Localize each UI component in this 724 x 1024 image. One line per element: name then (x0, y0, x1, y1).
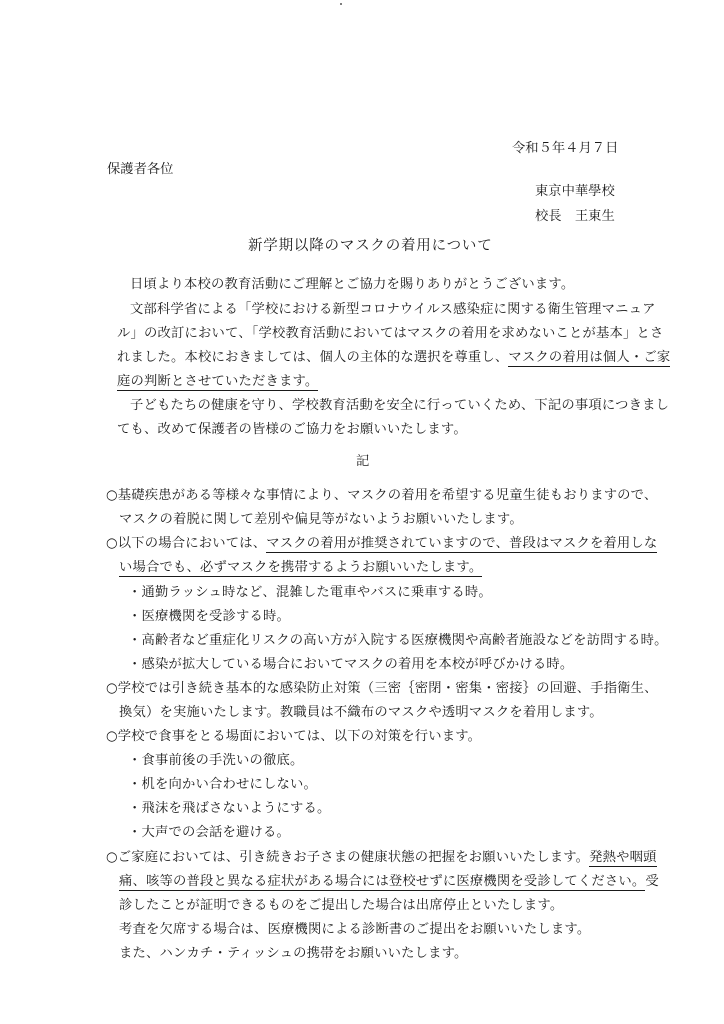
item-5-line-4: 考査を欠席する場合は、医療機関による診断書のご提出をお願いいたします。 (119, 922, 591, 937)
item-text: ○ご家庭においては、引き続きお子さまの健康状態の把握をお願いいたします。 (106, 850, 590, 865)
item-2-sub-4: ・感染が拡大している場合においてマスクの着用を本校が呼びかける時。 (128, 657, 574, 672)
intro-text: れました。本校におきましては、個人の主体的な選択を尊重し、 (117, 350, 509, 365)
intro-paragraph-2-line-2: ル」の改訂において、「学校教育活動においてはマスクの着用を求めないことが基本」とさ (117, 326, 664, 341)
intro-paragraph-2-line-3 (117, 346, 670, 365)
underlined-text: い場合でも、必ずマスクを携帯するようお願いいたします。 (119, 560, 483, 575)
school-name: 東京中華學校 (535, 184, 615, 199)
item-4-sub-2: ・机を向かい合わせにしない。 (128, 777, 317, 792)
item-2-sub-1: ・通勤ラッシュ時など、混雑した電車やバスに乗車する時。 (128, 585, 492, 600)
recipient: 保護者各位 (107, 162, 174, 177)
item-2-line-1 (106, 532, 657, 551)
intro-paragraph-2-line-4 (117, 370, 318, 389)
item-3-line-1: ○学校では引き続き基本的な感染防止対策（三密｛密閉・密集・密接｝の回避、手指衛生、 (106, 681, 658, 696)
item-2-line-2 (119, 556, 482, 575)
item-1-line-1: ○基礎疾患がある等様々な事情により、マスクの着用を希望する児童生徒もおりますので、 (106, 488, 658, 503)
intro-paragraph-3-line-2: ても、改めて保護者の皆様のご協力をお願いいたします。 (117, 422, 467, 437)
item-2-sub-3: ・高齢者など重症化リスクの高い方が入院する医療機関や高齢者施設などを訪問する時。 (128, 633, 668, 648)
page-title: 新学期以降のマスクの着用について (248, 238, 493, 254)
item-text: ○以下の場合においては、 (106, 536, 267, 551)
date: 令和５年４月７日 (512, 141, 619, 156)
intro-paragraph-2-line-1: 文部科学省による「学校における新型コロナウイルス感染症に関する衛生管理マニュア (130, 302, 656, 317)
underlined-text: マスクの着用は個人・ご家 (508, 350, 671, 365)
item-4-sub-3: ・飛沫を飛ばさないようにする。 (128, 801, 331, 816)
item-4-sub-1: ・食事前後の手洗いの徹底。 (128, 753, 304, 768)
ki-heading: 記 (356, 454, 370, 469)
item-4-sub-4: ・大声での会話を避ける。 (128, 825, 290, 840)
item-5-line-1 (106, 846, 657, 865)
underlined-text: マスクの着用が推奨されていますので、普段はマスクを着用しな (266, 536, 658, 551)
underlined-text: 庭の判断とさせていただきます。 (117, 374, 319, 389)
item-5-line-3: 診したことが証明できるものをご提出した場合は出席停止といたします。 (119, 898, 564, 913)
item-1-line-2: マスクの着脱に関して差別や偏見等がないようお願いいたします。 (119, 512, 523, 527)
underlined-text: 発熱や咽頭 (589, 850, 657, 865)
item-2-sub-2: ・医療機関を受診する時。 (128, 609, 290, 624)
underlined-text: 痛、咳等の普段と異なる症状がある場合には登校せずに医療機関を受診してください。 (119, 874, 646, 889)
intro-paragraph-3-line-1: 子どもたちの健康を守り、学校教育活動を安全に行っていくため、下記の事項につきまし (130, 398, 670, 413)
item-text: 受 (645, 874, 659, 889)
principal-name: 校長 王東生 (535, 209, 615, 224)
item-5-line-2 (119, 870, 659, 889)
item-4-line-1: ○学校で食事をとる場面においては、以下の対策を行います。 (106, 729, 482, 744)
intro-paragraph-1: 日頃より本校の教育活動にご理解とご協力を賜りありがとうございます。 (130, 277, 575, 292)
scan-speck (340, 3, 342, 5)
item-3-line-2: 換気）を実施いたします。教職員は不織布のマスクや透明マスクを着用します。 (119, 705, 603, 720)
item-5-line-5: また、ハンカチ・ティッシュの携帯をお願いいたします。 (119, 946, 468, 961)
